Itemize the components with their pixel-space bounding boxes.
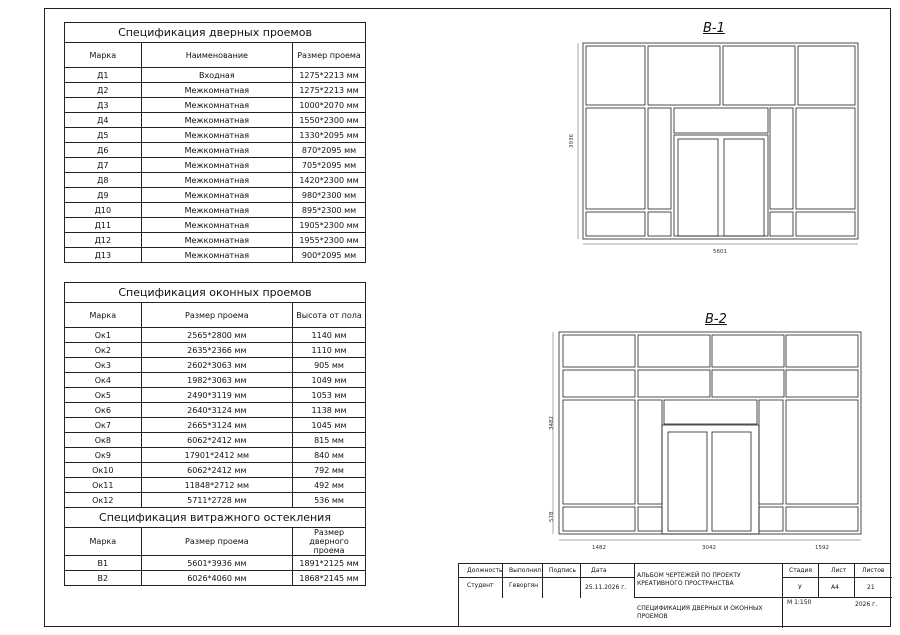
table-cell: Ок12 (65, 493, 142, 508)
elevation-2-dim-right: 1592 (815, 545, 829, 551)
table-cell: Д5 (65, 128, 142, 143)
stamp-year: 2026 г. (855, 601, 878, 608)
table-cell: Межкомнатная (141, 188, 292, 203)
table-cell: Д10 (65, 203, 142, 218)
table-cell: 980*2300 мм (293, 188, 366, 203)
stamp-date: 25.11.2026 г. (581, 578, 635, 598)
stamp-stage: У (783, 578, 819, 598)
table-cell: 2635*2366 мм (141, 343, 292, 358)
table-cell: 6062*2412 мм (141, 463, 292, 478)
col-header: Наименование (141, 43, 292, 68)
table-row (65, 373, 366, 388)
stamp-header-date: Дата (581, 564, 635, 578)
window-spec-table (64, 282, 366, 508)
table-cell: Ок11 (65, 478, 142, 493)
table-row (65, 68, 366, 83)
table-cell: Д2 (65, 83, 142, 98)
table-cell: Д4 (65, 113, 142, 128)
table-cell: 900*2095 мм (293, 248, 366, 263)
table-row (65, 343, 366, 358)
table-cell: Ок7 (65, 418, 142, 433)
table-cell: 5711*2728 мм (141, 493, 292, 508)
table-row (65, 358, 366, 373)
table-cell: 2665*3124 мм (141, 418, 292, 433)
table-row (65, 188, 366, 203)
table-cell: Межкомнатная (141, 248, 292, 263)
table-cell: Межкомнатная (141, 233, 292, 248)
table-row (65, 218, 366, 233)
stamp-done: Геворгян (503, 578, 543, 598)
table-cell: 905 мм (293, 358, 366, 373)
table-cell: 1110 мм (293, 343, 366, 358)
table-cell: Межкомнатная (141, 83, 292, 98)
table-cell: Межкомнатная (141, 158, 292, 173)
table-row (65, 158, 366, 173)
table-cell: 6026*4060 мм (141, 571, 292, 586)
col-header: Размер проема (141, 303, 292, 328)
table-row (65, 448, 366, 463)
table-cell: Д6 (65, 143, 142, 158)
table-cell: 1550*2300 мм (293, 113, 366, 128)
stamp-header-role: Должность (459, 564, 503, 578)
table-row (65, 388, 366, 403)
table-cell: Межкомнатная (141, 113, 292, 128)
stamp-header-stage: Стадия (783, 564, 819, 578)
table-row (65, 328, 366, 343)
stamp-role: Студент (459, 578, 503, 598)
elevation-2-base-dim: 578 (549, 511, 555, 522)
elevation-1-height-dim: 3936 (569, 134, 575, 148)
table-row (65, 478, 366, 493)
table-cell: Ок2 (65, 343, 142, 358)
window-spec-title: Спецификация оконных проемов (65, 283, 366, 303)
table-cell: Входная (141, 68, 292, 83)
elevation-2-label: В-2 (705, 312, 727, 327)
table-cell: 1275*2213 мм (293, 68, 366, 83)
glazing-spec-title: Спецификация витражного остекления (65, 508, 366, 528)
col-header: Высота от пола (293, 303, 366, 328)
table-cell: 1330*2095 мм (293, 128, 366, 143)
table-cell: Ок3 (65, 358, 142, 373)
stamp-sheet-title: СПЕЦИФИКАЦИЯ ДВЕРНЫХ И ОКОННЫХ ПРОЕМОВ (635, 598, 783, 628)
col-header: Размер дверного проема (293, 528, 366, 556)
table-cell: Межкомнатная (141, 218, 292, 233)
table-row (65, 433, 366, 448)
table-cell: 870*2095 мм (293, 143, 366, 158)
col-header: Марка (65, 43, 142, 68)
table-cell: Межкомнатная (141, 128, 292, 143)
door-spec-title: Спецификация дверных проемов (65, 23, 366, 43)
elevation-2-dim-left: 1482 (592, 545, 606, 551)
door-spec-table (64, 22, 366, 263)
table-cell: Межкомнатная (141, 143, 292, 158)
table-cell: 5601*3936 мм (141, 556, 292, 571)
table-cell: 1000*2070 мм (293, 98, 366, 113)
table-cell: 11848*2712 мм (141, 478, 292, 493)
table-cell: 792 мм (293, 463, 366, 478)
table-cell: Межкомнатная (141, 173, 292, 188)
table-cell: 1053 мм (293, 388, 366, 403)
table-cell: Д8 (65, 173, 142, 188)
table-cell: 6062*2412 мм (141, 433, 292, 448)
stamp-album: АЛЬБОМ ЧЕРТЕЖЕЙ ПО ПРОЕКТУ КРЕАТИВНОГО ПРОСТРАНСТВА (635, 564, 783, 598)
table-row (65, 83, 366, 98)
glazing-spec-table (64, 507, 366, 586)
table-row (65, 128, 366, 143)
table-cell: Д11 (65, 218, 142, 233)
table-cell: Ок5 (65, 388, 142, 403)
table-cell: Ок9 (65, 448, 142, 463)
title-block (458, 563, 891, 627)
table-cell: 1045 мм (293, 418, 366, 433)
table-cell: 1905*2300 мм (293, 218, 366, 233)
stamp-header-sheet: Лист (819, 564, 855, 578)
stamp-scale: М 1:150 (787, 599, 812, 606)
table-cell: 840 мм (293, 448, 366, 463)
stamp-header-sign: Подпись (543, 564, 581, 578)
table-cell: Ок4 (65, 373, 142, 388)
table-row (65, 463, 366, 478)
col-header: Размер проема (141, 528, 292, 556)
table-cell: 815 мм (293, 433, 366, 448)
table-cell: 1138 мм (293, 403, 366, 418)
table-cell: 1982*3063 мм (141, 373, 292, 388)
table-row (65, 173, 366, 188)
table-row (65, 418, 366, 433)
table-row (65, 113, 366, 128)
table-cell: 1891*2125 мм (293, 556, 366, 571)
table-cell: Межкомнатная (141, 203, 292, 218)
elevation-1-width-dim: 5601 (713, 249, 727, 255)
table-cell: 492 мм (293, 478, 366, 493)
stamp-header-done: Выполнил (503, 564, 543, 578)
table-row (65, 493, 366, 508)
table-cell: Д13 (65, 248, 142, 263)
elevation-2-height-dim: 3482 (549, 416, 555, 430)
table-cell: 895*2300 мм (293, 203, 366, 218)
table-cell: В2 (65, 571, 142, 586)
table-row (65, 556, 366, 571)
table-cell: 1140 мм (293, 328, 366, 343)
table-cell: Ок8 (65, 433, 142, 448)
stamp-header-sheets: Листов (855, 564, 892, 578)
table-cell: 705*2095 мм (293, 158, 366, 173)
table-cell: В1 (65, 556, 142, 571)
table-cell: Д7 (65, 158, 142, 173)
table-cell: Д1 (65, 68, 142, 83)
table-cell: 17901*2412 мм (141, 448, 292, 463)
elevation-1-drawing (566, 38, 866, 263)
elevation-2-dim-center: 3042 (702, 545, 716, 551)
table-row (65, 233, 366, 248)
table-cell: Д9 (65, 188, 142, 203)
table-cell: Д3 (65, 98, 142, 113)
table-cell: Ок10 (65, 463, 142, 478)
col-header: Размер проема (293, 43, 366, 68)
table-cell: 2565*2800 мм (141, 328, 292, 343)
table-cell: 2490*3119 мм (141, 388, 292, 403)
table-cell: 536 мм (293, 493, 366, 508)
table-row (65, 571, 366, 586)
col-header: Марка (65, 528, 142, 556)
table-row (65, 203, 366, 218)
table-cell: 2640*3124 мм (141, 403, 292, 418)
col-header: Марка (65, 303, 142, 328)
stamp-sign (543, 578, 581, 598)
table-cell: Д12 (65, 233, 142, 248)
table-cell: Межкомнатная (141, 98, 292, 113)
table-cell: 2602*3063 мм (141, 358, 292, 373)
table-row (65, 403, 366, 418)
table-cell: Ок1 (65, 328, 142, 343)
table-cell: 1868*2145 мм (293, 571, 366, 586)
table-cell: 1275*2213 мм (293, 83, 366, 98)
table-cell: 1049 мм (293, 373, 366, 388)
stamp-sheets: 21 (855, 578, 892, 598)
stamp-sheet: А4 (819, 578, 855, 598)
table-cell: 1420*2300 мм (293, 173, 366, 188)
table-row (65, 248, 366, 263)
elevation-1-label: В-1 (703, 21, 725, 36)
elevation-2-drawing (546, 328, 866, 550)
table-row (65, 143, 366, 158)
table-row (65, 98, 366, 113)
table-cell: Ок6 (65, 403, 142, 418)
table-cell: 1955*2300 мм (293, 233, 366, 248)
